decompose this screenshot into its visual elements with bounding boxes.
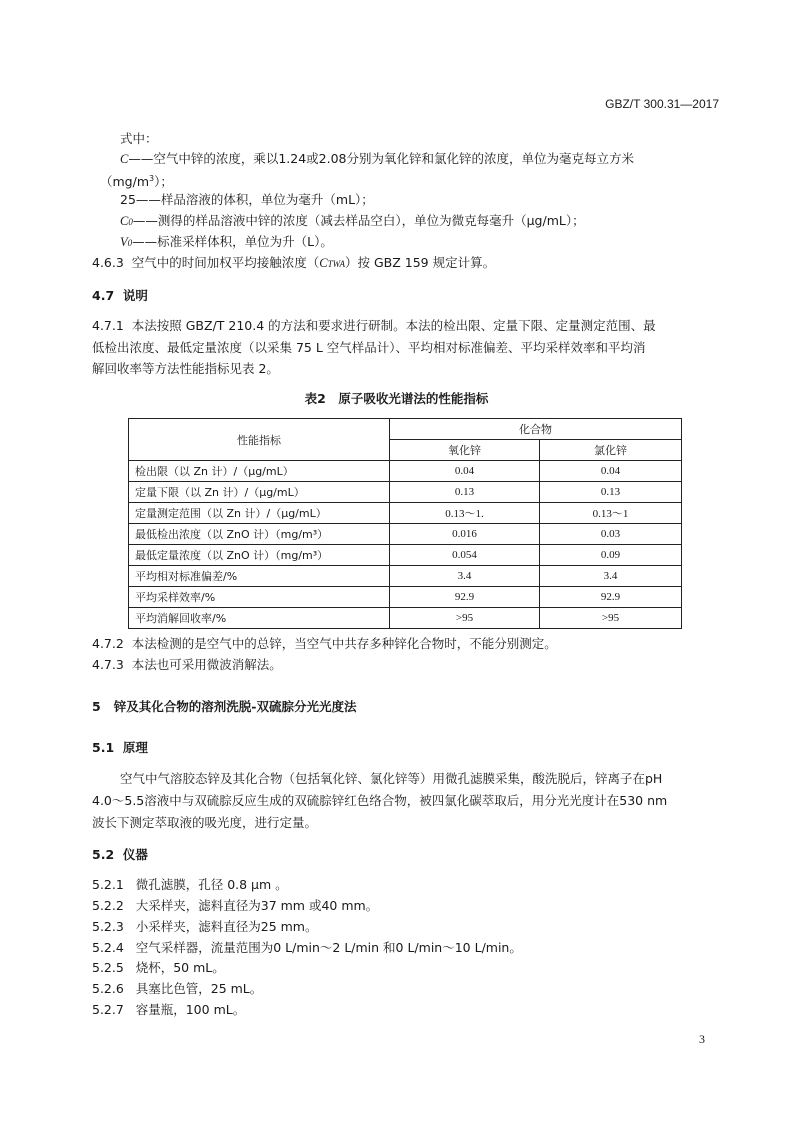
list-item: [92, 898, 378, 914]
cell-zinc-oxide: 0.04: [390, 461, 540, 482]
item-text: 大采样夹，滤料直径为37 mm 或40 mm。: [135, 898, 379, 913]
var-c-description: ——空气中锌的浓度，乘以1.24或2.08分别为氧化锌和氯化锌的浓度，单位为毫克每立方米: [128, 151, 635, 166]
section-number: 5.1: [92, 740, 115, 755]
section-text: 本法检测的是空气中的总锌，当空气中共存多种锌化合物时，不能分别测定。: [131, 636, 557, 651]
item-text: 空气采样器，流量范围为0 L/min～2 L/min 和0 L/min～10 L/min。: [135, 940, 522, 955]
cell-zinc-oxide: >95: [390, 608, 540, 629]
item-number: 5.2.7: [92, 1002, 124, 1017]
list-item: [92, 919, 317, 935]
row-label: 最低定量浓度（以 ZnO 计）（mg/m³）: [129, 545, 390, 566]
var-v0-description: ——标准采样体积，单位为升（L）。: [132, 234, 333, 249]
formula-var-c-unit: [100, 171, 173, 190]
table-row: [129, 587, 682, 608]
formula-var-c: [120, 151, 634, 167]
row-label: 定量测定范围（以 Zn 计）/（μg/mL）: [129, 503, 390, 524]
principle-line3: 波长下测定萃取液的吸光度，进行定量。: [92, 815, 318, 830]
page-number: 3: [699, 1032, 705, 1046]
table-row: [129, 461, 682, 482]
header-zinc-oxide: 氧化锌: [390, 440, 540, 461]
section-text: 空气中的时间加权平均接触浓度（: [131, 255, 320, 270]
var-c0-description: ——测得的样品溶液中锌的浓度（减去样品空白），单位为微克每毫升（μg/mL）；: [132, 213, 585, 228]
unit-end: ）；: [154, 174, 173, 190]
var-v0-symbol: V: [120, 235, 128, 249]
var-c-symbol: C: [120, 152, 129, 166]
cell-zinc-chloride: 0.09: [540, 545, 682, 566]
item-number: 5.2.5: [92, 960, 124, 975]
unit-superscript: 3: [149, 174, 155, 183]
item-number: 5.2.4: [92, 940, 124, 955]
list-item: [92, 960, 225, 976]
table-row: [129, 482, 682, 503]
cell-zinc-chloride: 0.13～1: [540, 503, 682, 524]
cell-zinc-oxide: 3.4: [390, 566, 540, 587]
section-number: 4.7: [92, 288, 115, 303]
item-text: 小采样夹，滤料直径为25 mm。: [135, 919, 318, 934]
section-4-7-heading: [92, 288, 148, 304]
row-label: 最低检出浓度（以 ZnO 计）（mg/m³）: [129, 524, 390, 545]
var-c0-subscript: 0: [128, 217, 133, 227]
chapter-title: 锌及其化合物的溶剂洗脱-双硫腙分光光度法: [113, 699, 357, 714]
header-zinc-chloride: 氯化锌: [540, 440, 682, 461]
cell-zinc-chloride: 92.9: [540, 587, 682, 608]
section-4-7-1-line1: [92, 318, 656, 334]
chapter-number: 5: [92, 699, 101, 714]
var-ctwa-symbol: C: [319, 256, 328, 270]
row-label: 平均相对标准偏差/%: [129, 566, 390, 587]
section-text-end: ）按 GBZ 159 规定计算。: [345, 255, 496, 270]
header-compound: 化合物: [390, 419, 682, 440]
formula-var-v0: [120, 234, 333, 251]
cell-zinc-oxide: 0.054: [390, 545, 540, 566]
row-label: 平均消解回收率/%: [129, 608, 390, 629]
item-text: 微孔滤膜，孔径 0.8 μm 。: [135, 877, 288, 892]
cell-zinc-chloride: 0.13: [540, 482, 682, 503]
formula-intro: 式中：: [120, 131, 158, 146]
section-5-2-heading: [92, 847, 148, 863]
var-v0-subscript: 0: [127, 238, 133, 248]
table-title: 表2 原子吸收光谱法的性能指标: [304, 391, 489, 406]
item-number: 5.2.1: [92, 877, 124, 892]
section-number: 4.7.2: [92, 636, 124, 651]
cell-zinc-chloride: >95: [540, 608, 682, 629]
header-metric: 性能指标: [129, 419, 390, 461]
cell-zinc-chloride: 0.03: [540, 524, 682, 545]
section-4-7-1-line2: 低检出浓度、最低定量浓度（以采集 75 L 空气样品计）、平均相对标准偏差、平均采样效率和平均消: [92, 340, 646, 355]
table-row: [129, 503, 682, 524]
section-4-7-2: [92, 636, 557, 652]
row-label: 平均采样效率/%: [129, 587, 390, 608]
list-item: [92, 877, 288, 893]
performance-table: [128, 418, 682, 629]
section-4-7-1-line3: 解回收率等方法性能指标见表 2。: [92, 361, 279, 376]
item-number: 5.2.2: [92, 898, 124, 913]
cell-zinc-oxide: 0.13～1.: [390, 503, 540, 524]
table-row: [129, 524, 682, 545]
item-number: 5.2.6: [92, 981, 124, 996]
section-4-7-3: [92, 657, 282, 673]
item-text: 烧杯，50 mL。: [135, 960, 225, 975]
unit-text: （mg/m: [100, 174, 149, 190]
section-number: 4.7.1: [92, 318, 124, 333]
cell-zinc-chloride: 0.04: [540, 461, 682, 482]
formula-var-c0: [120, 213, 585, 230]
principle-line1: 空气中气溶胶态锌及其化合物（包括氧化锌、氯化锌等）用微孔滤膜采集，酸洗脱后，锌离子在pH: [120, 771, 663, 786]
section-title: 原理: [122, 740, 148, 755]
list-item: [92, 1002, 245, 1018]
section-number: 4.7.3: [92, 657, 124, 672]
table-row: [129, 545, 682, 566]
table-row: [129, 608, 682, 629]
section-text: 本法也可采用微波消解法。: [131, 657, 282, 672]
formula-var-volume: 25——样品溶液的体积，单位为毫升（mL）；: [120, 192, 374, 207]
cell-zinc-chloride: 3.4: [540, 566, 682, 587]
cell-zinc-oxide: 92.9: [390, 587, 540, 608]
cell-zinc-oxide: 0.13: [390, 482, 540, 503]
cell-zinc-oxide: 0.016: [390, 524, 540, 545]
principle-line2: 4.0～5.5溶液中与双硫腙反应生成的双硫腙锌红色络合物，被四氯化碳萃取后，用分光光度计在530 nm: [92, 793, 668, 808]
section-title: 仪器: [122, 847, 148, 862]
list-item: [92, 940, 522, 956]
standard-code: GBZ/T 300.31—2017: [605, 97, 719, 111]
table-row: [129, 566, 682, 587]
section-number: 5.2: [92, 847, 115, 862]
item-text: 具塞比色管，25 mL。: [135, 981, 263, 996]
row-label: 检出限（以 Zn 计）/（μg/mL）: [129, 461, 390, 482]
section-5-1-heading: [92, 740, 148, 756]
chapter-5-heading: [92, 699, 356, 715]
section-number: 4.6.3: [92, 255, 124, 270]
item-number: 5.2.3: [92, 919, 124, 934]
var-c0-symbol: C: [120, 214, 129, 228]
table-header-row: [129, 419, 682, 440]
paragraph-text: 本法按照 GBZ/T 210.4 的方法和要求进行研制。本法的检出限、定量下限、定量测定范围、最: [131, 318, 656, 333]
list-item: [92, 981, 262, 997]
section-title: 说明: [122, 288, 148, 303]
var-ctwa-subscript: TWA: [327, 259, 345, 269]
row-label: 定量下限（以 Zn 计）/（μg/mL）: [129, 482, 390, 503]
item-text: 容量瓶，100 mL。: [135, 1002, 246, 1017]
section-4-6-3: [92, 255, 495, 272]
